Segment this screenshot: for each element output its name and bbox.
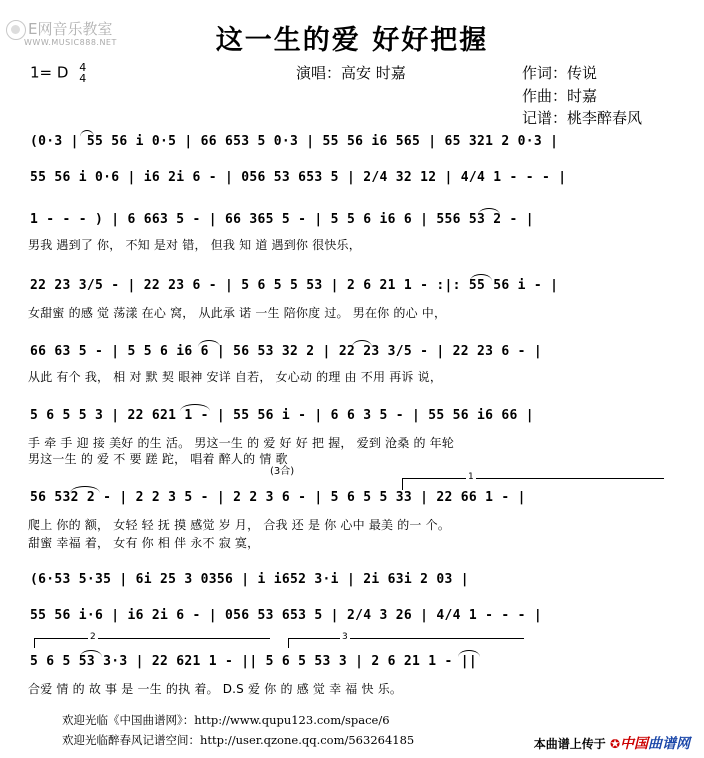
volta-3-number: 3: [342, 632, 348, 642]
slur: [80, 650, 102, 657]
singers: 演唱：高安 时嘉: [296, 64, 406, 82]
score-row-3-notes: 1 - - - ) | 6 663 5 - | 66 365 5 - | 5 5 6 i6 6 | 556 53 2 - |: [30, 212, 534, 227]
score-row-4-notes: 22 23 3/5 - | 22 23 6 - | 5 6 5 5 53 | 2 6 21 1 - :|: 55 56 i - |: [30, 278, 559, 293]
brand-name-b: 曲谱网: [648, 736, 690, 752]
score-row-7-lyrics-1: 爬上 你的 额， 女轻 轻 抚 摸 感觉 岁 月， 合我 还 是 你 心中 最美 的一 个。: [28, 518, 451, 532]
slur: [470, 274, 492, 281]
score-row-8-notes: (6·53 5·35 | 6i 25 3 0356 | i i652 3·i | 2i 63i 2 03 |: [30, 572, 469, 587]
page-title: 这一生的爱 好好把握: [215, 25, 489, 56]
volta-2-line: [34, 638, 270, 639]
score-row-5-notes: 66 63 5 - | 5 5 6 i6 6 | 56 53 32 2 | 22 23 3/5 - | 22 23 6 - |: [30, 344, 542, 359]
score-row-6-lyrics-2: 男这一生 的 爱 不 要 蹉 跎， 唱着 醉人的 情 歌: [28, 452, 288, 466]
volta-2-bracket: [34, 638, 35, 648]
uploaded-notice: 本曲谱上传于 ✪中国曲谱网: [533, 736, 690, 752]
footer-line-1[interactable]: 欢迎光临《中国曲谱网》：http://www.qupu123.com/space/6: [62, 713, 390, 727]
transcriber: 记谱：桃李醉春风: [522, 109, 643, 127]
slur: [80, 130, 94, 137]
score-row-4-lyrics: 女甜蜜 的感 觉 荡漾 在心 窝， 从此承 诺 一生 陪你度 过。 男在你 的心 中，: [28, 306, 447, 320]
time-signature: 4 4: [79, 61, 87, 85]
brand-name-a: 中国: [620, 736, 648, 752]
slur: [458, 650, 480, 657]
score-row-5-lyrics: 从此 有个 我， 相 对 默 契 眼神 安详 自若， 女心动 的理 由 不用 再诉 说，: [28, 370, 443, 384]
watermark-site: E网音乐教室: [6, 18, 112, 40]
score-row-2-notes: 55 56 i 0·6 | i6 2i 6 - | 056 53 653 5 | 2/4 32 12 | 4/4 1 - - - |: [30, 170, 567, 185]
score-row-1-notes: (0·3 | 55 56 i 0·5 | 66 653 5 0·3 | 55 56 i6 565 | 65 321 2 0·3 |: [30, 134, 559, 149]
volta-1-line: [402, 478, 664, 479]
slur: [198, 340, 220, 347]
watermark-url: WWW.MUSIC888.NET: [24, 38, 117, 47]
score-row-9-notes: 55 56 i·6 | i6 2i 6 - | 056 53 653 5 | 2/4 3 26 | 4/4 1 - - - |: [30, 608, 542, 623]
slur: [478, 208, 500, 215]
score-row-10-notes: 5 6 5 53 3·3 | 22 621 1 - || 5 6 5 53 3 | 2 6 21 1 - ||: [30, 654, 477, 669]
volta-2-number: 2: [90, 632, 96, 642]
composer: 作曲：时嘉: [522, 87, 598, 105]
key-label: 1= D: [30, 63, 69, 82]
segno-chorus-note: (3合): [270, 466, 295, 477]
volta-1-number: 1: [468, 472, 474, 482]
slur: [180, 404, 210, 411]
lyricist: 作词：传说: [522, 64, 598, 82]
score-row-7-lyrics-2: 甜蜜 幸福 着， 女有 你 相 伴 永不 寂 寞，: [28, 536, 260, 550]
volta-1-bracket: [402, 478, 403, 490]
score-row-7-notes: 56 532 2 - | 2 2 3 5 - | 2 2 3 6 - | 5 6 5 5 33 | 22 66 1 - |: [30, 490, 526, 505]
footer-line-2[interactable]: 欢迎光临醉春风记谱空间：http://user.qzone.qq.com/563264185: [62, 733, 415, 747]
volta-3-line: [288, 638, 524, 639]
score-row-10-lyrics: 合爱 情 的 故 事 是 一生 的执 着。 D.S 爱 你 的 感 觉 幸 福 快 乐。: [28, 682, 403, 696]
score-row-3-lyrics: 男我 遇到了 你， 不知 是对 错， 但我 知 道 遇到你 很快乐，: [28, 238, 361, 252]
slur: [70, 486, 100, 493]
key-signature: [30, 62, 86, 84]
score-row-6-notes: 5 6 5 5 3 | 22 621 1 - | 55 56 i - | 6 6 3 5 - | 55 56 i6 66 |: [30, 408, 534, 423]
brand-logo-icon: ✪: [609, 737, 620, 751]
slur: [352, 340, 372, 347]
volta-3-bracket: [288, 638, 289, 648]
score-row-6-lyrics-1: 手 牵 手 迎 接 美好 的生 活。 男这一生 的 爱 好 好 把 握， 爱到 沧桑 的 年轮: [28, 436, 455, 450]
